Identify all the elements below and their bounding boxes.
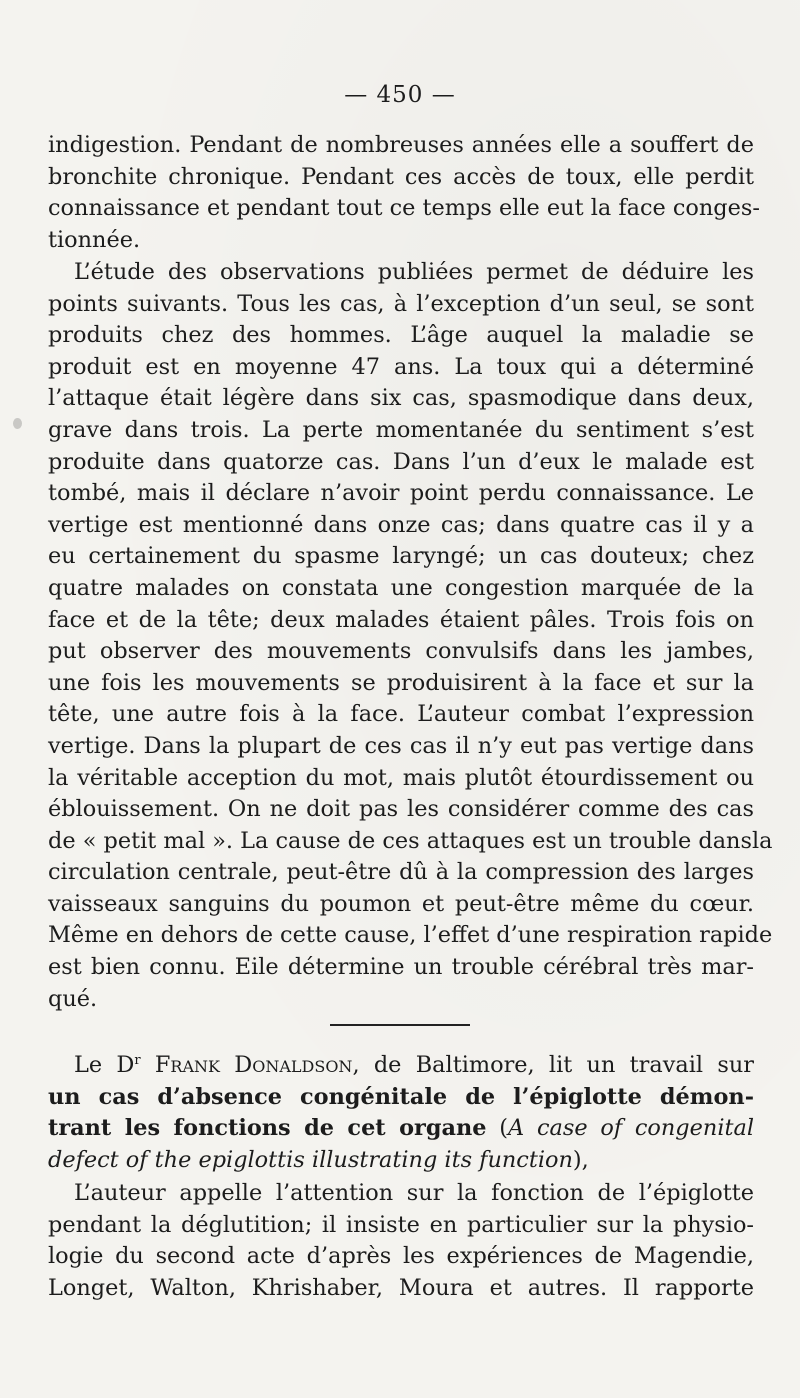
text-line: Longet, Walton, Khrishaber, Moura et autres. Il rapporte: [48, 1274, 754, 1301]
text-line: L’auteur appelle l’attention sur la fonction de l’épiglotte: [74, 1180, 754, 1206]
text-line: éblouissement. On ne doit pas les considérer comme des cas: [48, 796, 754, 823]
text-line: bronchite chronique. Pendant ces accès de toux, elle perdit: [48, 163, 754, 190]
author-name: Frank Donaldson: [154, 1052, 353, 1078]
text-line: produit est en moyenne 47 ans. La toux qui a déterminé: [48, 353, 754, 380]
text-line: produits chez des hommes. L’âge auquel la maladie se: [48, 322, 754, 349]
page-number: — 450 —: [344, 82, 456, 108]
text-line: Même en dehors de cette cause, l’effet d’une respiration rapide: [48, 922, 773, 949]
text-line: [48, 1050, 754, 1082]
text-line: la véritable acception du mot, mais plutôt étourdissement ou: [48, 764, 754, 791]
text-line: points suivants. Tous les cas, à l’exception d’un seul, se sont: [48, 290, 754, 317]
text-line: quatre malades on constata une congestion marquée de la: [48, 574, 754, 601]
text-line: [48, 1145, 754, 1177]
text-fragment: ),: [572, 1146, 589, 1173]
text-fragment: , de Baltimore, lit un travail sur: [352, 1052, 754, 1078]
paper-title-fragment: trant les fonctions de cet organe: [48, 1115, 487, 1142]
text-line: eu certainement du spasme laryngé; un cas douteux; chez: [48, 543, 754, 570]
text-line: L’étude des observations publiées permet de déduire les: [74, 259, 754, 285]
paragraph-epiglottis: [48, 1178, 754, 1304]
text-line: tionnée.: [48, 226, 141, 253]
text-line: circulation centrale, peut-être dû à la compression des larges: [48, 859, 754, 886]
text-line: logie du second acte d’après les expériences de Magendie,: [48, 1243, 754, 1270]
english-title-fragment: A case of congenital: [508, 1115, 754, 1142]
superscript: r: [134, 1053, 141, 1068]
text-line: [48, 1113, 754, 1145]
text-line: l’attaque était légère dans six cas, spasmodique dans deux,: [48, 385, 754, 412]
paper-title-line: un cas d’absence congénitale de l’épiglotte démon-: [48, 1083, 754, 1110]
text-line: est bien connu. Eile détermine un trouble cérébral très mar-: [48, 954, 754, 981]
text-line: grave dans trois. La perte momentanée du sentiment s’est: [48, 416, 754, 443]
ink-speck: [13, 418, 22, 429]
text-line: tombé, mais il déclare n’avoir point perdu connaissance. Le: [48, 480, 754, 507]
paragraph-donaldson: [48, 1050, 754, 1176]
text-line: qué.: [48, 985, 98, 1012]
text-fragment: (: [486, 1115, 509, 1142]
text-line: face et de la tête; deux malades étaient pâles. Trois fois on: [48, 606, 754, 633]
text-line: vertige. Dans la plupart de ces cas il n’y eut pas vertige dans: [48, 732, 754, 759]
text-line: vaisseaux sanguins du poumon et peut-être même du cœur.: [48, 890, 754, 917]
text-line: indigestion. Pendant de nombreuses années elle a souffert de: [48, 132, 754, 158]
text-line: une fois les mouvements se produisirent à la face et sur la: [48, 669, 754, 696]
text-line: pendant la déglutition; il insiste en particulier sur la physio-: [48, 1211, 754, 1238]
text-line: connaissance et pendant tout ce temps elle eut la face conges-: [48, 195, 760, 222]
text-line: tête, une autre fois à la face. L’auteur combat l’expression: [48, 701, 754, 728]
paragraph-continued: [48, 130, 760, 256]
text-line: vertige est mentionné dans onze cas; dans quatre cas il y a: [48, 511, 754, 538]
paragraph-observations: [48, 257, 773, 1015]
english-title-fragment: defect of the epiglottis illustrating its function: [48, 1146, 573, 1173]
text-fragment: Le D: [74, 1052, 135, 1078]
section-divider: [330, 1024, 470, 1026]
text-line: produite dans quatorze cas. Dans l’un d’eux le malade est: [48, 448, 754, 475]
text-line: de « petit mal ». La cause de ces attaques est un trouble dansla: [48, 827, 773, 854]
text-line: put observer des mouvements convulsifs dans les jambes,: [48, 638, 754, 665]
